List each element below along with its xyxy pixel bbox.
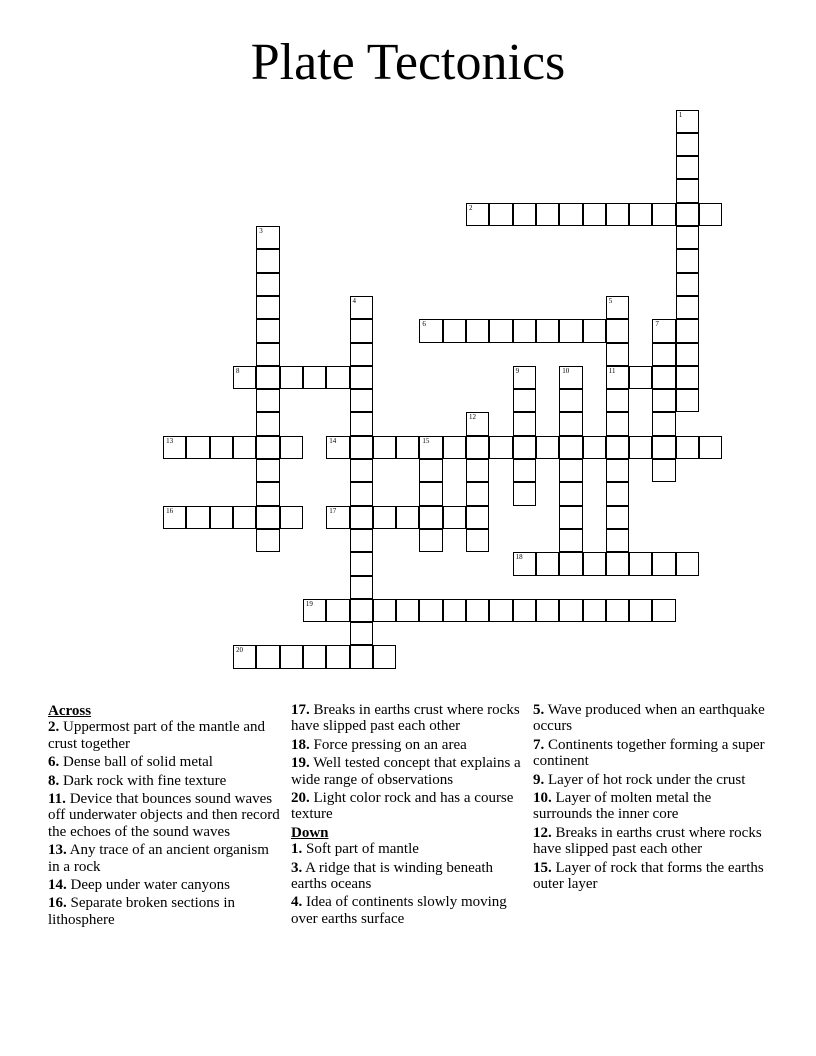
grid-cell[interactable] bbox=[536, 599, 559, 622]
across-clue bbox=[291, 702, 523, 735]
clue-text: Well tested concept that explains a wide range of observations bbox=[291, 755, 521, 788]
grid-cell[interactable] bbox=[606, 319, 629, 342]
down-clue bbox=[533, 772, 765, 788]
grid-cell[interactable] bbox=[256, 506, 279, 529]
grid-cell[interactable] bbox=[583, 319, 606, 342]
grid-cell[interactable] bbox=[350, 296, 373, 319]
grid-cell[interactable] bbox=[606, 203, 629, 226]
grid-cell[interactable] bbox=[489, 203, 512, 226]
grid-cell[interactable] bbox=[443, 436, 466, 459]
across-clue bbox=[48, 842, 280, 875]
clue-number: 2 bbox=[469, 203, 473, 212]
grid-cell[interactable] bbox=[676, 296, 699, 319]
grid-cell[interactable] bbox=[233, 436, 256, 459]
clue-number-label: 9. bbox=[533, 771, 545, 788]
clue-text: Idea of continents slowly moving over earths surface bbox=[291, 894, 507, 927]
grid-cell[interactable] bbox=[606, 459, 629, 482]
grid-cell[interactable] bbox=[419, 482, 442, 505]
across-clue bbox=[291, 755, 523, 788]
grid-cell[interactable] bbox=[513, 203, 536, 226]
clue-number-label: 18. bbox=[291, 736, 310, 753]
grid-cell[interactable] bbox=[583, 599, 606, 622]
grid-cell[interactable] bbox=[606, 599, 629, 622]
grid-cell[interactable] bbox=[466, 482, 489, 505]
clue-number-label: 6. bbox=[48, 754, 60, 771]
clue-number: 11 bbox=[608, 366, 616, 375]
clue-number-label: 12. bbox=[533, 824, 552, 841]
clue-number-label: 13. bbox=[48, 842, 67, 859]
clue-number: 3 bbox=[259, 227, 263, 235]
down-clue bbox=[291, 894, 523, 927]
grid-cell[interactable] bbox=[536, 319, 559, 342]
grid-cell[interactable] bbox=[676, 273, 699, 296]
grid-cell[interactable] bbox=[559, 552, 582, 575]
grid-cell[interactable] bbox=[373, 436, 396, 459]
grid-cell[interactable] bbox=[676, 366, 699, 389]
grid-cell[interactable] bbox=[559, 436, 582, 459]
grid-cell[interactable] bbox=[513, 599, 536, 622]
clue-number-label: 3. bbox=[291, 859, 303, 876]
grid-cell[interactable] bbox=[629, 552, 652, 575]
grid-cell[interactable] bbox=[326, 436, 349, 459]
grid-cell[interactable] bbox=[256, 319, 279, 342]
grid-cell[interactable] bbox=[466, 506, 489, 529]
grid-cell[interactable] bbox=[583, 552, 606, 575]
clue-number: 10 bbox=[562, 366, 570, 375]
grid-cell[interactable] bbox=[350, 576, 373, 599]
grid-cell[interactable] bbox=[536, 203, 559, 226]
clue-number-label: 5. bbox=[533, 702, 545, 718]
grid-cell[interactable] bbox=[606, 343, 629, 366]
grid-cell[interactable] bbox=[559, 203, 582, 226]
grid-cell[interactable] bbox=[326, 599, 349, 622]
grid-cell[interactable] bbox=[256, 273, 279, 296]
grid-cell[interactable] bbox=[606, 529, 629, 552]
grid-cell[interactable] bbox=[350, 412, 373, 435]
grid-cell[interactable] bbox=[489, 599, 512, 622]
grid-cell[interactable] bbox=[303, 645, 326, 668]
grid-cell[interactable] bbox=[559, 389, 582, 412]
grid-cell[interactable] bbox=[606, 506, 629, 529]
grid-cell[interactable] bbox=[559, 459, 582, 482]
grid-cell[interactable] bbox=[699, 203, 722, 226]
grid-cell[interactable] bbox=[350, 552, 373, 575]
clue-number-label: 19. bbox=[291, 755, 310, 772]
grid-cell[interactable] bbox=[326, 366, 349, 389]
across-clue bbox=[48, 773, 280, 789]
grid-cell[interactable] bbox=[559, 529, 582, 552]
grid-cell[interactable] bbox=[350, 599, 373, 622]
grid-cell[interactable] bbox=[163, 506, 186, 529]
grid-cell[interactable] bbox=[676, 156, 699, 179]
grid-cell[interactable] bbox=[256, 412, 279, 435]
grid-cell[interactable] bbox=[466, 412, 489, 435]
grid-cell[interactable] bbox=[559, 319, 582, 342]
grid-cell[interactable] bbox=[373, 506, 396, 529]
clue-text: Uppermost part of the mantle and crust together bbox=[48, 719, 266, 752]
across-clue bbox=[291, 737, 523, 753]
grid-cell[interactable] bbox=[443, 506, 466, 529]
grid-cell[interactable] bbox=[652, 436, 675, 459]
grid-cell[interactable] bbox=[513, 389, 536, 412]
grid-cell[interactable] bbox=[280, 506, 303, 529]
grid-cell[interactable] bbox=[396, 506, 419, 529]
grid-cell[interactable] bbox=[629, 599, 652, 622]
grid-cell[interactable] bbox=[256, 249, 279, 272]
grid-cell[interactable] bbox=[233, 645, 256, 668]
clue-column-2 bbox=[291, 702, 523, 929]
across-heading: Across bbox=[48, 703, 92, 719]
grid-cell[interactable] bbox=[559, 506, 582, 529]
grid-cell[interactable] bbox=[583, 436, 606, 459]
clue-text: Breaks in earths crust where rocks have slipped past each other bbox=[533, 824, 762, 858]
grid-cell[interactable] bbox=[350, 506, 373, 529]
down-clue bbox=[291, 841, 523, 857]
grid-cell[interactable] bbox=[652, 599, 675, 622]
grid-cell[interactable] bbox=[256, 645, 279, 668]
down-heading: Down bbox=[291, 824, 329, 841]
grid-cell[interactable] bbox=[652, 412, 675, 435]
clue-text: A ridge that is winding beneath earths oceans bbox=[291, 859, 494, 893]
down-clue bbox=[533, 702, 765, 735]
grid-cell[interactable] bbox=[699, 436, 722, 459]
grid-cell[interactable] bbox=[676, 552, 699, 575]
grid-cell[interactable] bbox=[350, 459, 373, 482]
grid-cell[interactable] bbox=[606, 436, 629, 459]
clue-number: 5 bbox=[608, 296, 613, 305]
clue-text: Force pressing on an area bbox=[309, 736, 467, 753]
grid-cell[interactable] bbox=[606, 296, 629, 319]
clue-number-label: 14. bbox=[48, 877, 67, 894]
clue-text: Soft part of mantle bbox=[302, 841, 419, 858]
grid-cell[interactable] bbox=[256, 529, 279, 552]
grid-cell[interactable] bbox=[256, 296, 279, 319]
clue-number: 12 bbox=[469, 413, 476, 422]
grid-cell[interactable] bbox=[163, 436, 186, 459]
clue-text: Deep under water canyons bbox=[66, 877, 231, 894]
grid-cell[interactable] bbox=[256, 482, 279, 505]
clue-number: 15 bbox=[422, 436, 430, 445]
grid-cell[interactable] bbox=[489, 436, 512, 459]
grid-cell[interactable] bbox=[466, 436, 489, 459]
grid-cell[interactable] bbox=[280, 366, 303, 389]
grid-cell[interactable] bbox=[419, 529, 442, 552]
clue-text: Light color rock and has a course texture bbox=[291, 790, 514, 823]
grid-cell[interactable] bbox=[652, 343, 675, 366]
grid-cell[interactable] bbox=[419, 599, 442, 622]
grid-cell[interactable] bbox=[676, 389, 699, 412]
grid-cell[interactable] bbox=[443, 319, 466, 342]
grid-cell[interactable] bbox=[606, 552, 629, 575]
grid-cell[interactable] bbox=[256, 343, 279, 366]
clue-number-label: 4. bbox=[291, 894, 303, 911]
grid-cell[interactable] bbox=[676, 203, 699, 226]
grid-cell[interactable] bbox=[513, 482, 536, 505]
grid-cell[interactable] bbox=[256, 459, 279, 482]
grid-cell[interactable] bbox=[419, 459, 442, 482]
grid-cell[interactable] bbox=[606, 389, 629, 412]
grid-cell[interactable] bbox=[652, 389, 675, 412]
grid-cell[interactable] bbox=[606, 366, 629, 389]
clue-text: Separate broken sections in lithosphere bbox=[48, 895, 236, 928]
grid-cell[interactable] bbox=[629, 203, 652, 226]
grid-cell[interactable] bbox=[233, 506, 256, 529]
grid-cell[interactable] bbox=[513, 412, 536, 435]
grid-cell[interactable] bbox=[419, 319, 442, 342]
grid-cell[interactable] bbox=[606, 482, 629, 505]
grid-cell[interactable] bbox=[629, 436, 652, 459]
clue-number: 1 bbox=[678, 110, 683, 119]
clue-column-1 bbox=[48, 702, 280, 930]
grid-cell[interactable] bbox=[326, 506, 349, 529]
down-clue bbox=[533, 790, 765, 823]
grid-cell[interactable] bbox=[559, 366, 582, 389]
clue-text: Layer of hot rock under the crust bbox=[544, 771, 746, 788]
clue-number-label: 8. bbox=[48, 772, 60, 789]
clue-number: 17 bbox=[329, 506, 337, 515]
grid-cell[interactable] bbox=[676, 343, 699, 366]
grid-cell[interactable] bbox=[233, 366, 256, 389]
grid-cell[interactable] bbox=[350, 529, 373, 552]
grid-cell[interactable] bbox=[280, 436, 303, 459]
grid-cell[interactable] bbox=[350, 622, 373, 645]
clue-number: 16 bbox=[166, 506, 174, 515]
grid-cell[interactable] bbox=[513, 459, 536, 482]
grid-cell[interactable] bbox=[629, 366, 652, 389]
grid-cell[interactable] bbox=[652, 552, 675, 575]
clue-number: 8 bbox=[236, 366, 240, 375]
grid-cell[interactable] bbox=[210, 436, 233, 459]
grid-cell[interactable] bbox=[210, 506, 233, 529]
clue-text: Breaks in earths crust where rocks have slipped past each other bbox=[291, 702, 520, 735]
grid-cell[interactable] bbox=[513, 552, 536, 575]
grid-cell[interactable] bbox=[396, 599, 419, 622]
grid-cell[interactable] bbox=[256, 436, 279, 459]
grid-cell[interactable] bbox=[280, 645, 303, 668]
grid-cell[interactable] bbox=[652, 366, 675, 389]
grid-cell[interactable] bbox=[256, 226, 279, 249]
grid-cell[interactable] bbox=[652, 203, 675, 226]
clue-text: Continents together forming a super continent bbox=[533, 736, 765, 770]
grid-cell[interactable] bbox=[303, 599, 326, 622]
clue-number: 4 bbox=[352, 296, 356, 305]
down-clue bbox=[533, 825, 765, 858]
across-clue bbox=[48, 895, 280, 928]
clue-number-label: 7. bbox=[533, 736, 545, 753]
grid-cell[interactable] bbox=[350, 436, 373, 459]
page-title: Plate Tectonics bbox=[250, 34, 566, 91]
grid-cell[interactable] bbox=[652, 319, 675, 342]
grid-cell[interactable] bbox=[326, 645, 349, 668]
across-clue bbox=[291, 790, 523, 823]
clue-number: 19 bbox=[305, 599, 313, 608]
grid-cell[interactable] bbox=[186, 436, 209, 459]
across-clue bbox=[48, 754, 280, 770]
grid-cell[interactable] bbox=[676, 319, 699, 342]
clue-number-label: 15. bbox=[533, 859, 552, 876]
across-clue bbox=[48, 877, 280, 893]
grid-cell[interactable] bbox=[350, 482, 373, 505]
grid-cell[interactable] bbox=[419, 506, 442, 529]
grid-cell[interactable] bbox=[466, 203, 489, 226]
clue-text: Layer of rock that forms the earths outer layer bbox=[533, 859, 764, 893]
clue-number: 13 bbox=[166, 436, 174, 445]
grid-cell[interactable] bbox=[676, 133, 699, 156]
grid-cell[interactable] bbox=[559, 482, 582, 505]
grid-cell[interactable] bbox=[350, 343, 373, 366]
grid-cell[interactable] bbox=[350, 319, 373, 342]
across-clue bbox=[48, 719, 280, 752]
grid-cell[interactable] bbox=[466, 529, 489, 552]
grid-cell[interactable] bbox=[256, 389, 279, 412]
clue-number: 18 bbox=[515, 553, 523, 562]
grid-cell[interactable] bbox=[513, 436, 536, 459]
grid-cell[interactable] bbox=[443, 599, 466, 622]
grid-cell[interactable] bbox=[466, 319, 489, 342]
clue-number: 7 bbox=[655, 320, 659, 329]
grid-cell[interactable] bbox=[652, 459, 675, 482]
clue-number-label: 1. bbox=[291, 841, 303, 858]
clue-number-label: 11. bbox=[48, 791, 66, 808]
down-clue bbox=[533, 737, 765, 770]
clue-column-3 bbox=[533, 702, 765, 894]
clue-text: Wave produced when an earthquake occurs bbox=[533, 702, 765, 735]
grid-cell[interactable] bbox=[676, 110, 699, 133]
grid-cell[interactable] bbox=[186, 506, 209, 529]
grid-cell[interactable] bbox=[676, 249, 699, 272]
grid-cell[interactable] bbox=[536, 552, 559, 575]
clue-number-label: 20. bbox=[291, 790, 310, 807]
grid-cell[interactable] bbox=[489, 319, 512, 342]
grid-cell[interactable] bbox=[373, 645, 396, 668]
grid-cell[interactable] bbox=[419, 436, 442, 459]
grid-cell[interactable] bbox=[350, 366, 373, 389]
grid-cell[interactable] bbox=[676, 179, 699, 202]
down-clue bbox=[291, 860, 523, 893]
clue-number: 9 bbox=[515, 366, 520, 375]
clue-number-label: 2. bbox=[48, 719, 60, 736]
grid-cell[interactable] bbox=[583, 203, 606, 226]
clue-number: 14 bbox=[329, 436, 337, 445]
grid-cell[interactable] bbox=[513, 366, 536, 389]
grid-cell[interactable] bbox=[466, 459, 489, 482]
grid-cell[interactable] bbox=[350, 645, 373, 668]
grid-cell[interactable] bbox=[373, 599, 396, 622]
clue-number-label: 16. bbox=[48, 895, 67, 912]
clue-text: Any trace of an ancient organism in a rock bbox=[48, 842, 269, 875]
grid-cell[interactable] bbox=[559, 599, 582, 622]
down-clue bbox=[533, 860, 765, 893]
clue-number: 6 bbox=[422, 320, 426, 329]
clue-text: Device that bounces sound waves off underwater objects and then record the echoes of the sound waves bbox=[48, 791, 280, 840]
grid-cell[interactable] bbox=[350, 389, 373, 412]
grid-cell[interactable] bbox=[466, 599, 489, 622]
clue-text: Layer of molten metal the surrounds the inner core bbox=[533, 790, 712, 823]
clue-text: Dense ball of solid metal bbox=[59, 754, 213, 771]
grid-cell[interactable] bbox=[676, 436, 699, 459]
clue-text: Dark rock with fine texture bbox=[59, 772, 227, 789]
grid-cell[interactable] bbox=[559, 412, 582, 435]
grid-cell[interactable] bbox=[606, 412, 629, 435]
grid-cell[interactable] bbox=[536, 436, 559, 459]
across-clue bbox=[48, 791, 280, 840]
clue-number: 20 bbox=[236, 646, 243, 655]
clue-number-label: 10. bbox=[533, 790, 552, 807]
grid-cell[interactable] bbox=[513, 319, 536, 342]
grid-cell[interactable] bbox=[396, 436, 419, 459]
grid-cell[interactable] bbox=[256, 366, 279, 389]
clue-number-label: 17. bbox=[291, 702, 310, 718]
grid-cell[interactable] bbox=[676, 226, 699, 249]
grid-cell[interactable] bbox=[303, 366, 326, 389]
